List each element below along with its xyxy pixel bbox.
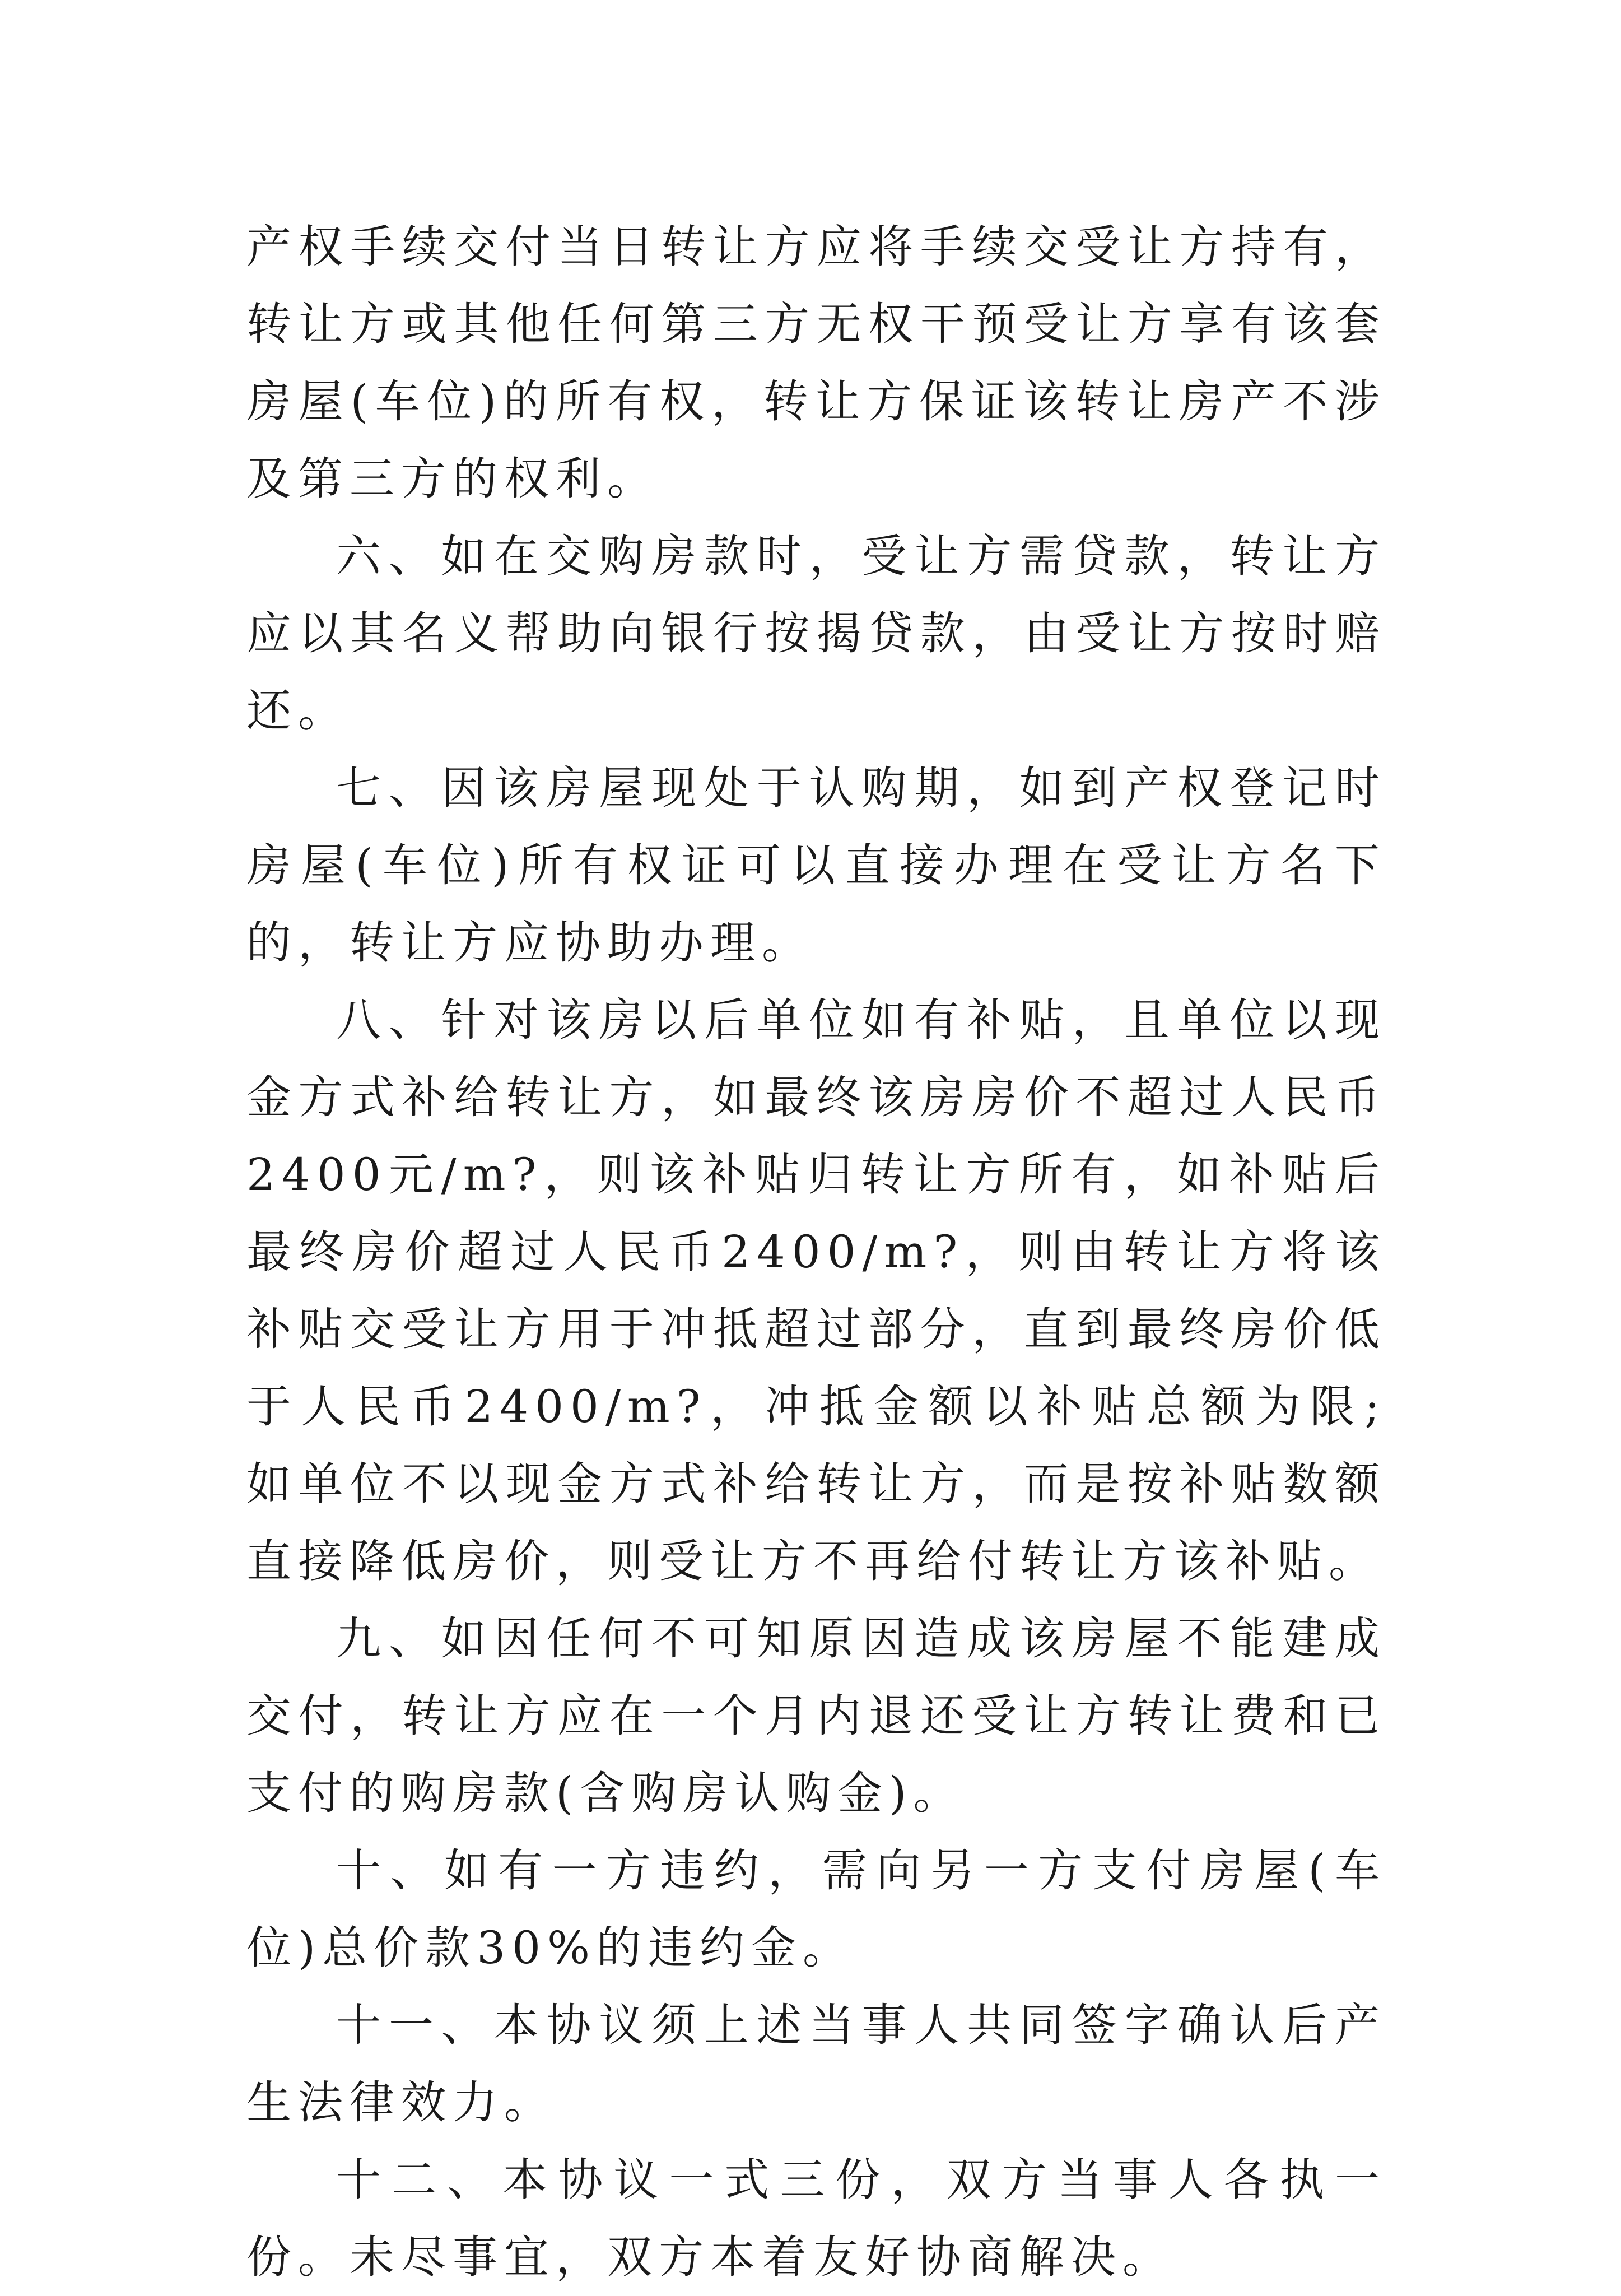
paragraph-clause-10: 十、如有一方违约，需向另一方支付房屋(车位)总价款30%的违约金。 — [246, 1844, 1386, 1974]
paragraph-continuation: 产权手续交付当日转让方应将手续交受让方持有，转让方或其他任何第三方无权干预受让方享有该套房屋(车位)的所有权，转让方保证该转让房产不涉及第三方的权利。 — [246, 221, 1386, 505]
paragraph-clause-12: 十二、本协议一式三份，双方当事人各执一份。未尽事宜，双方本着友好协商解决。 — [246, 2154, 1386, 2283]
paragraph-clause-9: 九、如因任何不可知原因造成该房屋不能建成交付，转让方应在一个月内退还受让方转让费和已支付的购房款(含购房认购金)。 — [246, 1612, 1386, 1819]
paragraph-clause-11: 十一、本协议须上述当事人共同签字确认后产生法律效力。 — [246, 1999, 1386, 2128]
paragraph-clause-8: 八、针对该房以后单位如有补贴，且单位以现金方式补给转让方，如最终该房房价不超过人民币2400元/m?，则该补贴归转让方所有，如补贴后最终房价超过人民币2400/m?，则由转让方将该补贴交受让方用于冲抵超过部分，直到最终房价低于人民币2400/m?，冲抵金额以补贴总额为限;如单位不以现金方式补给转让方，而是按补贴数额直接降低房价，则受让方不再给付转让方该补贴。 — [246, 994, 1386, 1587]
paragraph-clause-7: 七、因该房屋现处于认购期，如到产权登记时房屋(车位)所有权证可以直接办理在受让方名下的，转让方应协助办理。 — [246, 762, 1386, 969]
document-body — [246, 208, 1386, 2296]
paragraph-clause-6: 六、如在交购房款时，受让方需贷款，转让方应以其名义帮助向银行按揭贷款，由受让方按时赔还。 — [246, 530, 1386, 737]
